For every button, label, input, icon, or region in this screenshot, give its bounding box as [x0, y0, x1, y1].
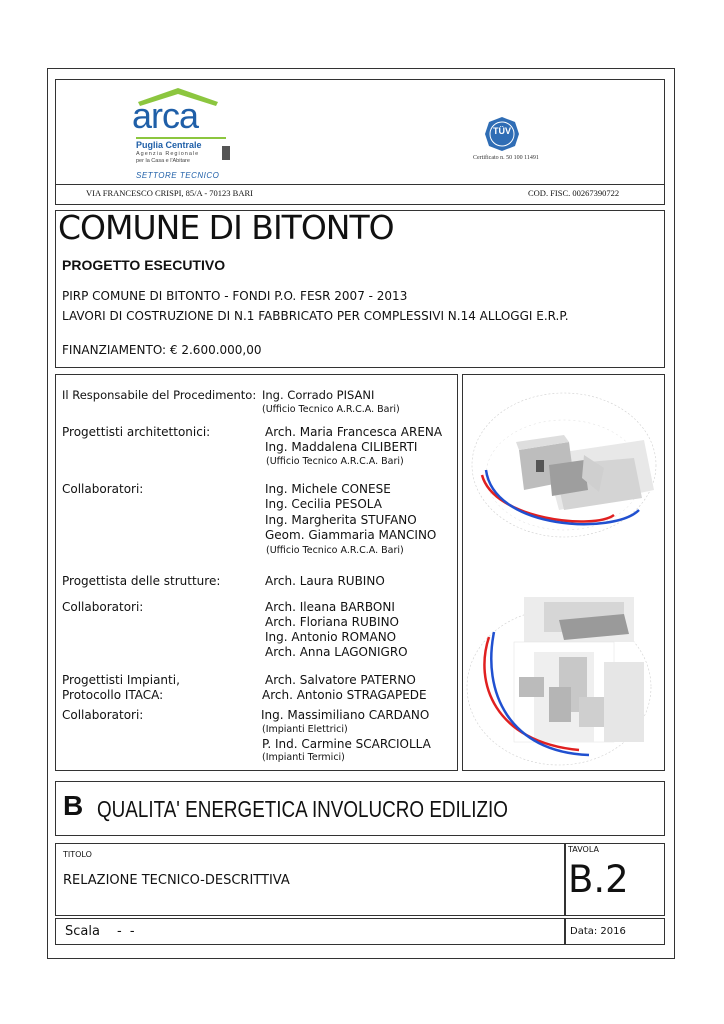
arch-label: Progettisti architettonici: [62, 425, 211, 439]
arch-name-1: Arch. Maria Francesca ARENA [265, 425, 443, 439]
scala-label: Scala [65, 924, 100, 939]
tavola-label: TAVOLA [568, 845, 599, 854]
project-works: LAVORI DI COSTRUZIONE DI N.1 FABBRICATO PER COMPLESSIVI N.14 ALLOGGI E.R.P. [62, 309, 569, 323]
project-phase: PROGETTO ESECUTIVO [62, 257, 226, 273]
logo-tagline-1: Agenzia Regionale [136, 151, 200, 157]
tuv-badge-label: TÜV [493, 126, 511, 136]
collab2-label: Collaboratori: [62, 600, 144, 614]
arch-note: (Ufficio Tecnico A.R.C.A. Bari) [266, 456, 404, 467]
collab3-note-1: (Impianti Elettrici) [262, 724, 348, 735]
collab3-note-2: (Impianti Termici) [262, 752, 345, 763]
collab2-name-2: Arch. Floriana RUBINO [265, 615, 399, 629]
cert-text: Certificato n. 50 100 11491 [473, 155, 539, 161]
collab1-label: Collaboratori: [62, 482, 144, 496]
department-label: SETTORE TECNICO [136, 171, 220, 180]
rup-note: (Ufficio Tecnico A.R.C.A. Bari) [262, 404, 400, 415]
fiscal-code: COD. FISC. 00267390722 [528, 188, 620, 198]
logo-tagline-2: per la Casa e l'Abitare [136, 158, 190, 164]
arch-name-2: Ing. Maddalena CILIBERTI [265, 440, 418, 454]
logo-sub: Puglia Centrale [136, 140, 202, 150]
collab2-name-4: Arch. Anna LAGONIGRO [265, 645, 408, 659]
logo-name: arca [132, 95, 199, 136]
address: VIA FRANCESCO CRISPI, 85/A - 70123 BARI [86, 188, 253, 198]
data-value: Data: 2016 [570, 926, 626, 937]
itaca-label: Protocollo ITACA: [62, 688, 164, 702]
solar-diagram-top [464, 380, 664, 560]
collab2-name-1: Arch. Ileana BARBONI [265, 600, 395, 614]
collab1-name-2: Ing. Cecilia PESOLA [265, 497, 382, 511]
struct-label: Progettista delle strutture: [62, 574, 221, 588]
project-funding: FINANZIAMENTO: € 2.600.000,00 [62, 343, 262, 357]
municipality-title: COMUNE DI BITONTO [58, 208, 394, 247]
solar-diagram-bottom [464, 592, 664, 767]
collab3-name-1: Ing. Massimiliano CARDANO [261, 708, 430, 722]
section-letter: B [63, 790, 84, 821]
rup-label: Il Responsabile del Procedimento: [62, 388, 257, 402]
collab1-name-4: Geom. Giammaria MANCINO [265, 528, 437, 542]
section-title: QUALITA' ENERGETICA INVOLUCRO EDILIZIO [97, 796, 508, 822]
titolo-value: RELAZIONE TECNICO-DESCRITTIVA [63, 873, 290, 888]
collab2-name-3: Ing. Antonio ROMANO [265, 630, 397, 644]
collab1-name-1: Ing. Michele CONESE [265, 482, 391, 496]
plant-name: Arch. Salvatore PATERNO [265, 673, 416, 687]
collab3-label: Collaboratori: [62, 708, 144, 722]
scala-value: - - [117, 924, 137, 939]
plant-label: Progettisti Impianti, [62, 673, 180, 687]
itaca-name: Arch. Antonio STRAGAPEDE [262, 688, 427, 702]
arca-logo [130, 86, 240, 166]
rup-name: Ing. Corrado PISANI [262, 388, 375, 402]
tuv-badge [484, 116, 520, 152]
struct-name: Arch. Laura RUBINO [265, 574, 385, 588]
logo-mark-icon [222, 146, 230, 160]
collab3-name-2: P. Ind. Carmine SCARCIOLLA [262, 737, 431, 751]
collab1-name-3: Ing. Margherita STUFANO [265, 513, 417, 527]
titolo-label: TITOLO [63, 850, 92, 859]
tavola-value: B.2 [568, 858, 629, 901]
project-program: PIRP COMUNE DI BITONTO - FONDI P.O. FESR 2007 - 2013 [62, 289, 408, 303]
collab1-note: (Ufficio Tecnico A.R.C.A. Bari) [266, 545, 404, 556]
logo-divider [136, 137, 226, 139]
